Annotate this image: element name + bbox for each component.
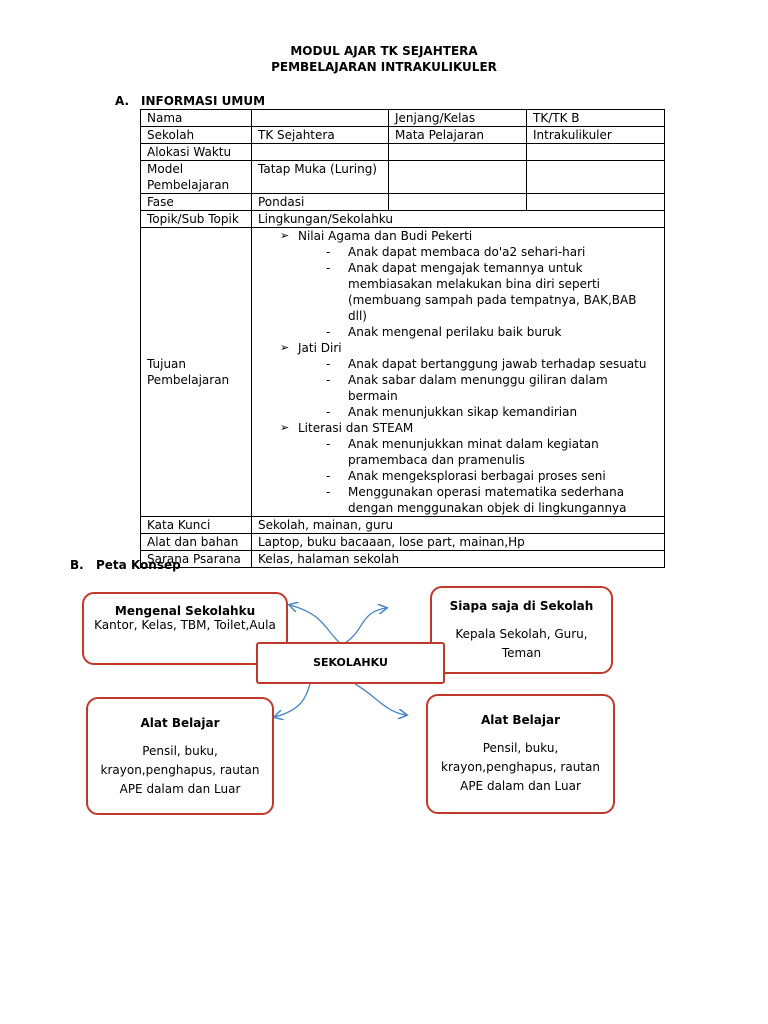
list-item: - Anak mengeksplorasi berbagai proses seni bbox=[326, 469, 606, 483]
arrow-to-bottom-left bbox=[275, 684, 310, 717]
goal-heading: Nilai Agama dan Budi Pekerti bbox=[298, 229, 473, 243]
arrow-to-bottom-right bbox=[355, 684, 406, 715]
table-cell: Sarana Psarana bbox=[141, 551, 252, 568]
concept-box-siapa-saja bbox=[430, 586, 613, 674]
list-item: - Anak mengenal perilaku baik buruk bbox=[326, 325, 562, 339]
section-a-title: INFORMASI UMUM bbox=[141, 94, 266, 108]
table-cell: Fase bbox=[141, 194, 252, 211]
concept-box-body: Pensil, buku, krayon,penghapus, rautan APE dalam dan Luar bbox=[100, 744, 260, 796]
section-b-letter: B. bbox=[70, 558, 84, 572]
concept-box-body: Kepala Sekolah, Guru, Teman bbox=[455, 627, 588, 660]
table-cell: Alokasi Waktu bbox=[141, 144, 252, 161]
table-cell: Nama bbox=[141, 110, 252, 127]
list-item: - Anak dapat bertanggung jawab terhadap sesuatu bbox=[326, 357, 647, 371]
table-cell: Tatap Muka (Luring) bbox=[252, 161, 389, 194]
concept-box-title: Alat Belajar bbox=[480, 713, 561, 727]
list-item: - Anak dapat membaca do'a2 sehari-hari bbox=[326, 245, 586, 259]
table-cell: Lingkungan/Sekolahku bbox=[252, 211, 665, 228]
goal-heading: Literasi dan STEAM bbox=[298, 421, 414, 435]
table-cell: Laptop, buku bacaaan, lose part, mainan,Hp bbox=[252, 534, 665, 551]
arrow-bullet-icon: ➢ bbox=[280, 341, 290, 354]
title-line-1: MODUL AJAR TK SEJAHTERA bbox=[290, 44, 478, 58]
concept-box-title: Siapa saja di Sekolah bbox=[449, 599, 594, 613]
arrow-to-top-left bbox=[290, 605, 340, 643]
table-cell: Tujuan Pembelajaran bbox=[141, 228, 252, 517]
table-cell: Kelas, halaman sekolah bbox=[252, 551, 665, 568]
table-cell: Pondasi bbox=[252, 194, 389, 211]
table-cell: Sekolah, mainan, guru bbox=[252, 517, 665, 534]
arrow-to-top-right bbox=[345, 608, 386, 643]
concept-box-title: Alat Belajar bbox=[140, 716, 220, 730]
table-cell: Mata Pelajaran bbox=[389, 127, 527, 144]
table-cell: Sekolah bbox=[141, 127, 252, 144]
table-cell: Topik/Sub Topik bbox=[141, 211, 252, 228]
list-item: - Anak dapat mengajak temannya untuk membiasakan melakukan bina diri seperti (membuang sampah pada tempatnya, BAK,BAB dll) bbox=[326, 261, 637, 323]
table-cell: Jenjang/Kelas bbox=[389, 110, 527, 127]
concept-box-body: Pensil, buku, krayon,penghapus, rautan APE dalam dan Luar bbox=[441, 741, 600, 793]
goal-heading: Jati Diri bbox=[298, 341, 342, 355]
list-item: - Menggunakan operasi matematika sederhana dengan menggunakan objek di lingkungannya bbox=[326, 485, 627, 515]
arrow-bullet-icon: ➢ bbox=[280, 229, 290, 242]
table-cell: Model Pembelajaran bbox=[141, 161, 252, 194]
table-cell: Alat dan bahan bbox=[141, 534, 252, 551]
section-a-letter: A. bbox=[115, 94, 130, 108]
arrow-bullet-icon: ➢ bbox=[280, 421, 290, 434]
table-cell: Kata Kunci bbox=[141, 517, 252, 534]
list-item: - Anak menunjukkan sikap kemandirian bbox=[326, 405, 578, 419]
list-item: - Anak sabar dalam menunggu giliran dalam bermain bbox=[326, 373, 608, 403]
concept-center-sekolahku: SEKOLAHKU bbox=[256, 642, 445, 684]
title-line-2: PEMBELAJARAN INTRAKULIKULER bbox=[271, 60, 497, 74]
concept-box-body: Kantor, Kelas, TBM, Toilet,Aula bbox=[94, 618, 276, 632]
concept-box-alat-belajar-left bbox=[86, 697, 274, 815]
table-cell: TK Sejahtera bbox=[252, 127, 389, 144]
concept-box-alat-belajar-right bbox=[426, 694, 615, 814]
section-b-title: Peta Konsep bbox=[96, 558, 181, 572]
table-cell: TK/TK B bbox=[527, 110, 665, 127]
concept-box-title: Mengenal Sekolahku bbox=[114, 604, 256, 618]
table-cell: Intrakulikuler bbox=[527, 127, 665, 144]
list-item: - Anak menunjukkan minat dalam kegiatan pramembaca dan pramenulis bbox=[326, 437, 599, 467]
